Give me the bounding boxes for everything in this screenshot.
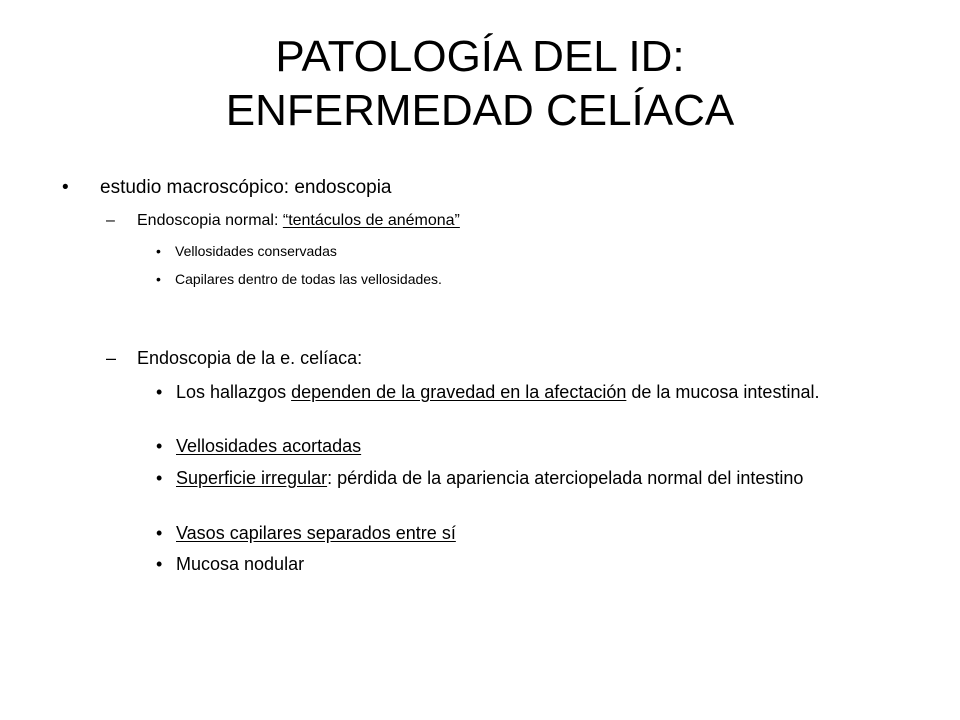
celiac-item (156, 466, 856, 490)
celiac-item-1-post: de la mucosa intestinal. (626, 382, 820, 402)
bullet-marker: • (156, 271, 161, 287)
bullet-marker: • (62, 177, 69, 198)
celiac-item-5-text: Mucosa nodular (176, 554, 305, 574)
celiac-item (156, 521, 856, 545)
celiac-item-1-underlined: dependen de la gravedad en la afectación (291, 382, 627, 402)
celiac-endoscopy-heading (106, 346, 363, 370)
celiac-item-3-post: : pérdida de la apariencia aterciopelada normal del intestino (327, 468, 804, 488)
normal-item (156, 242, 337, 260)
bullet-marker: • (156, 436, 163, 456)
normal-item-text: Capilares dentro de todas las vellosidades. (175, 271, 442, 287)
dash-marker: – (106, 348, 117, 368)
bullet-marker: • (156, 554, 163, 574)
normal-item (156, 270, 442, 288)
normal-heading-quote: “tentáculos de anémona” (282, 212, 460, 229)
celiac-item (156, 434, 856, 458)
bullet-marker: • (156, 523, 163, 543)
normal-endoscopy-heading (106, 211, 460, 231)
celiac-item (156, 552, 856, 576)
bullet-main (62, 176, 392, 200)
celiac-item-1-pre: Los hallazgos (176, 382, 292, 402)
celiac-item-3-underlined: Superficie irregular (176, 468, 328, 488)
celiac-item-2-text: Vellosidades acortadas (176, 436, 362, 456)
bullet-marker: • (156, 468, 163, 488)
celiac-heading-text: Endoscopia de la e. celíaca: (137, 348, 363, 368)
normal-item-text: Vellosidades conservadas (175, 243, 337, 259)
bullet-marker: • (156, 243, 161, 259)
celiac-item (156, 380, 856, 404)
slide-title (80, 30, 880, 138)
celiac-item-4-text: Vasos capilares separados entre sí (176, 523, 456, 543)
title-line-2: ENFERMEDAD CELÍACA (225, 86, 735, 135)
dash-marker: – (106, 212, 115, 229)
bullet-main-text: estudio macroscópico: endoscopia (100, 177, 392, 198)
normal-heading-prefix: Endoscopia normal: (137, 212, 283, 229)
bullet-marker: • (156, 382, 163, 402)
title-line-1: PATOLOGÍA DEL ID: (275, 32, 685, 81)
